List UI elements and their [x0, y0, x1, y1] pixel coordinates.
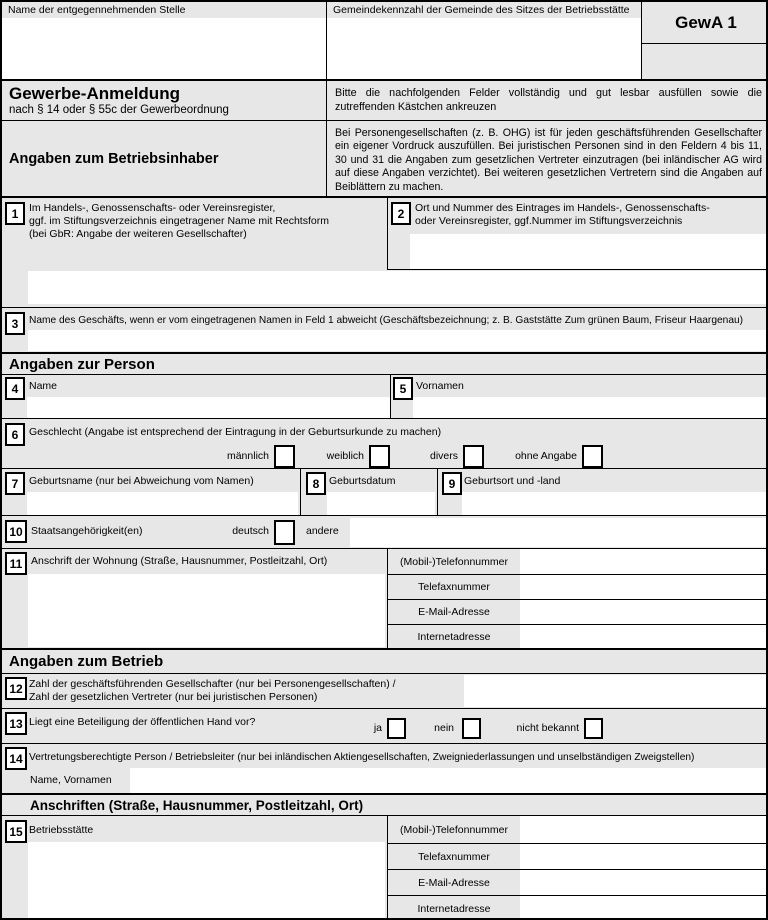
home-contact-email-row — [388, 599, 768, 624]
home-fax-label: Telefaxnummer — [388, 575, 520, 599]
home-contact-phone-row — [388, 549, 768, 574]
field-12-input[interactable] — [464, 675, 768, 707]
owner-instruction-cell — [327, 121, 768, 196]
gender-none-checkbox[interactable] — [582, 445, 603, 468]
receiving-office-label: Name der entgegennehmenden Stelle — [2, 2, 326, 18]
home-fax-input[interactable] — [520, 575, 768, 599]
site-web-label: Internetadresse — [388, 896, 520, 920]
nationality-german-label: deutsch — [232, 525, 269, 537]
section-header-person — [2, 352, 768, 375]
field-1-input[interactable] — [28, 271, 768, 304]
section-title-anschriften: Anschriften (Straße, Hausnummer, Postleitzahl, Ort) — [30, 797, 364, 813]
site-email-input[interactable] — [520, 870, 768, 895]
section-title-betrieb: Angaben zum Betrieb — [9, 653, 164, 670]
field-7-number: 7 — [5, 472, 25, 495]
field-2-bottom-border — [387, 269, 768, 270]
row-field-1-2 — [2, 198, 768, 307]
field-8-label: Geburtsdatum — [329, 475, 396, 487]
form-code: GewA 1 — [675, 12, 737, 32]
nationality-german-checkbox[interactable] — [274, 520, 295, 545]
row-field-7-8-9 — [2, 468, 768, 515]
row-field-15 — [2, 816, 768, 920]
field-13-label: Liegt eine Beteiligung der öffentlichen Hand vor? — [29, 716, 256, 728]
field-7-label: Geburtsname (nur bei Abweichung vom Namen) — [29, 475, 254, 487]
owner-section-cell — [2, 121, 327, 196]
site-contact-web-row — [388, 895, 768, 920]
home-email-input[interactable] — [520, 600, 768, 624]
divider-field-4-5 — [390, 375, 391, 418]
field-2-input[interactable] — [410, 234, 768, 269]
public-hand-unknown-label: nicht bekannt — [516, 722, 579, 734]
home-web-input[interactable] — [520, 625, 768, 649]
field-9-number: 9 — [442, 472, 462, 495]
form-title: Gewerbe-Anmeldung — [9, 84, 180, 103]
fill-instruction: Bitte die nachfolgenden Felder vollständig und gut lesbar ausfüllen sowie die zutreffenden Kästchen ankreuzen — [335, 87, 762, 113]
field-8-input[interactable] — [327, 492, 435, 515]
field-2-label: Ort und Nummer des Eintrages im Handels-, Genossenschafts- oder Vereinsregister, ggf.Nummer im Stiftungsverzeichnis — [415, 202, 710, 227]
field-2-number: 2 — [391, 202, 411, 225]
owner-instruction: Bei Personengesellschaften (z. B. OHG) ist für jeden geschäftsführenden Gesellschafter ein eigener Vordruck auszufüllen. Bei juristischen Personen sind in den Feldern 4 bis 11, 30 und 31 die Angaben zum gesetzlichen Vertreter einzutragen (bei inländischer AG wird auf diese Angaben verzichtet). Bei weiteren gesetzlichen Vertretern sind die Angaben auf Beiblättern zu machen. — [335, 127, 762, 193]
row-field-10 — [2, 515, 768, 548]
home-email-label: E-Mail-Adresse — [388, 600, 520, 624]
field-6-number: 6 — [5, 423, 25, 446]
gender-option-divers-label: divers — [429, 450, 458, 462]
section-header-betrieb — [2, 648, 768, 674]
site-contact-email-row — [388, 869, 768, 895]
gender-divers-checkbox[interactable] — [463, 445, 484, 468]
field-4-number: 4 — [5, 377, 25, 400]
field-14-sub-label: Name, Vornamen — [30, 774, 112, 786]
field-11-label: Anschrift der Wohnung (Straße, Hausnummer, Postleitzahl, Ort) — [31, 555, 328, 567]
field-13-number: 13 — [5, 712, 27, 735]
row-field-12 — [2, 674, 768, 708]
owner-section-title: Angaben zum Betriebsinhaber — [9, 150, 219, 167]
form-code-empty-box[interactable] — [642, 44, 768, 79]
divider-field-7-8 — [300, 469, 301, 516]
site-phone-label: (Mobil-)Telefonnummer — [388, 816, 520, 843]
row-field-14 — [2, 743, 768, 793]
municipality-code-input[interactable] — [327, 18, 641, 79]
gender-option-female-label: weiblich — [326, 450, 364, 462]
field-5-label: Vornamen — [416, 380, 464, 392]
site-fax-input[interactable] — [520, 844, 768, 869]
site-web-input[interactable] — [520, 896, 768, 920]
field-15-number: 15 — [5, 820, 27, 843]
home-web-label: Internetadresse — [388, 625, 520, 649]
public-hand-no-label: nein — [434, 722, 454, 734]
field-3-input[interactable] — [28, 330, 768, 351]
public-hand-unknown-checkbox[interactable] — [584, 718, 603, 739]
public-hand-no-checkbox[interactable] — [462, 718, 481, 739]
receiving-office-cell — [2, 2, 327, 79]
field-10-number: 10 — [5, 520, 27, 543]
field-14-name-input[interactable] — [130, 768, 768, 793]
gender-option-male-label: männlich — [226, 450, 269, 462]
site-phone-input[interactable] — [520, 816, 768, 843]
municipality-code-label: Gemeindekennzahl der Gemeinde des Sitzes der Betriebsstätte — [327, 2, 641, 18]
fill-instruction-cell — [327, 81, 768, 121]
field-3-number: 3 — [5, 312, 25, 335]
home-contact-fax-row — [388, 574, 768, 599]
site-contact-fax-row — [388, 843, 768, 869]
field-15-input[interactable] — [28, 842, 385, 920]
nationality-other-input[interactable] — [350, 518, 768, 547]
field-5-input[interactable] — [413, 397, 768, 418]
field-3-label: Name des Geschäfts, wenn er vom eingetragenen Namen in Feld 1 abweicht (Geschäftsbezeichnung; z. B. Gaststätte Zum grünen Baum, Friseur Haargenau) — [29, 315, 744, 326]
gender-option-none-label: ohne Angabe — [515, 450, 577, 462]
field-9-label: Geburtsort und -land — [464, 475, 561, 487]
field-8-number: 8 — [306, 472, 326, 495]
field-7-input[interactable] — [27, 492, 298, 515]
field-15-label: Betriebsstätte — [29, 824, 94, 836]
section-title-person: Angaben zur Person — [9, 355, 155, 373]
row-field-4-5 — [2, 375, 768, 418]
field-12-number: 12 — [5, 677, 27, 700]
home-contact-web-row — [388, 624, 768, 649]
field-14-number: 14 — [5, 747, 27, 770]
site-contact-phone-row — [388, 816, 768, 843]
home-phone-label: (Mobil-)Telefonnummer — [388, 549, 520, 574]
field-1-number: 1 — [5, 202, 25, 225]
field-6-label: Geschlecht (Angabe ist entsprechend der Eintragung in der Geburtsurkunde zu machen) — [29, 426, 442, 438]
row-field-11 — [2, 548, 768, 648]
field-9-input[interactable] — [462, 492, 768, 515]
site-fax-label: Telefaxnummer — [388, 844, 520, 869]
nationality-other-label: andere — [306, 525, 339, 537]
field-12-label: Zahl der geschäftsführenden Gesellschafter (nur bei Personengesellschaften) / Zahl der gesetzlichen Vertreter (nur bei juristischen Personen) — [29, 678, 396, 703]
divider-field-8-9 — [437, 469, 438, 516]
title-cell — [2, 81, 327, 121]
divider-field-1-2 — [387, 198, 388, 270]
row-field-3 — [2, 307, 768, 352]
section-header-anschriften — [2, 793, 768, 816]
field-11-input[interactable] — [28, 574, 385, 647]
field-4-label: Name — [29, 380, 58, 392]
public-hand-yes-label: ja — [373, 722, 382, 734]
row-field-13 — [2, 708, 768, 743]
field-5-number: 5 — [393, 377, 413, 400]
field-11-number: 11 — [5, 552, 27, 575]
form-code-box — [642, 2, 768, 44]
receiving-office-input[interactable] — [2, 18, 326, 79]
form-subtitle: nach § 14 oder § 55c der Gewerbeordnung — [9, 104, 229, 116]
field-10-label: Staatsangehörigkeit(en) — [31, 525, 143, 537]
site-email-label: E-Mail-Adresse — [388, 870, 520, 895]
row-field-6 — [2, 418, 768, 468]
field-14-label: Vertretungsberechtigte Person / Betriebsleiter (nur bei inländischen Aktiengesellschaften, Zweigniederlassungen und unselbständigen Zweigstellen) — [29, 752, 695, 763]
field-4-input[interactable] — [27, 397, 390, 418]
home-phone-input[interactable] — [520, 549, 768, 574]
municipality-code-cell — [327, 2, 642, 79]
field-1-label: Im Handels-, Genossenschafts- oder Vereinsregister, ggf. im Stiftungsverzeichnis eingetragener Name mit Rechtsform (bei GbR: Angabe der weiteren Gesellschafter) — [29, 202, 329, 240]
